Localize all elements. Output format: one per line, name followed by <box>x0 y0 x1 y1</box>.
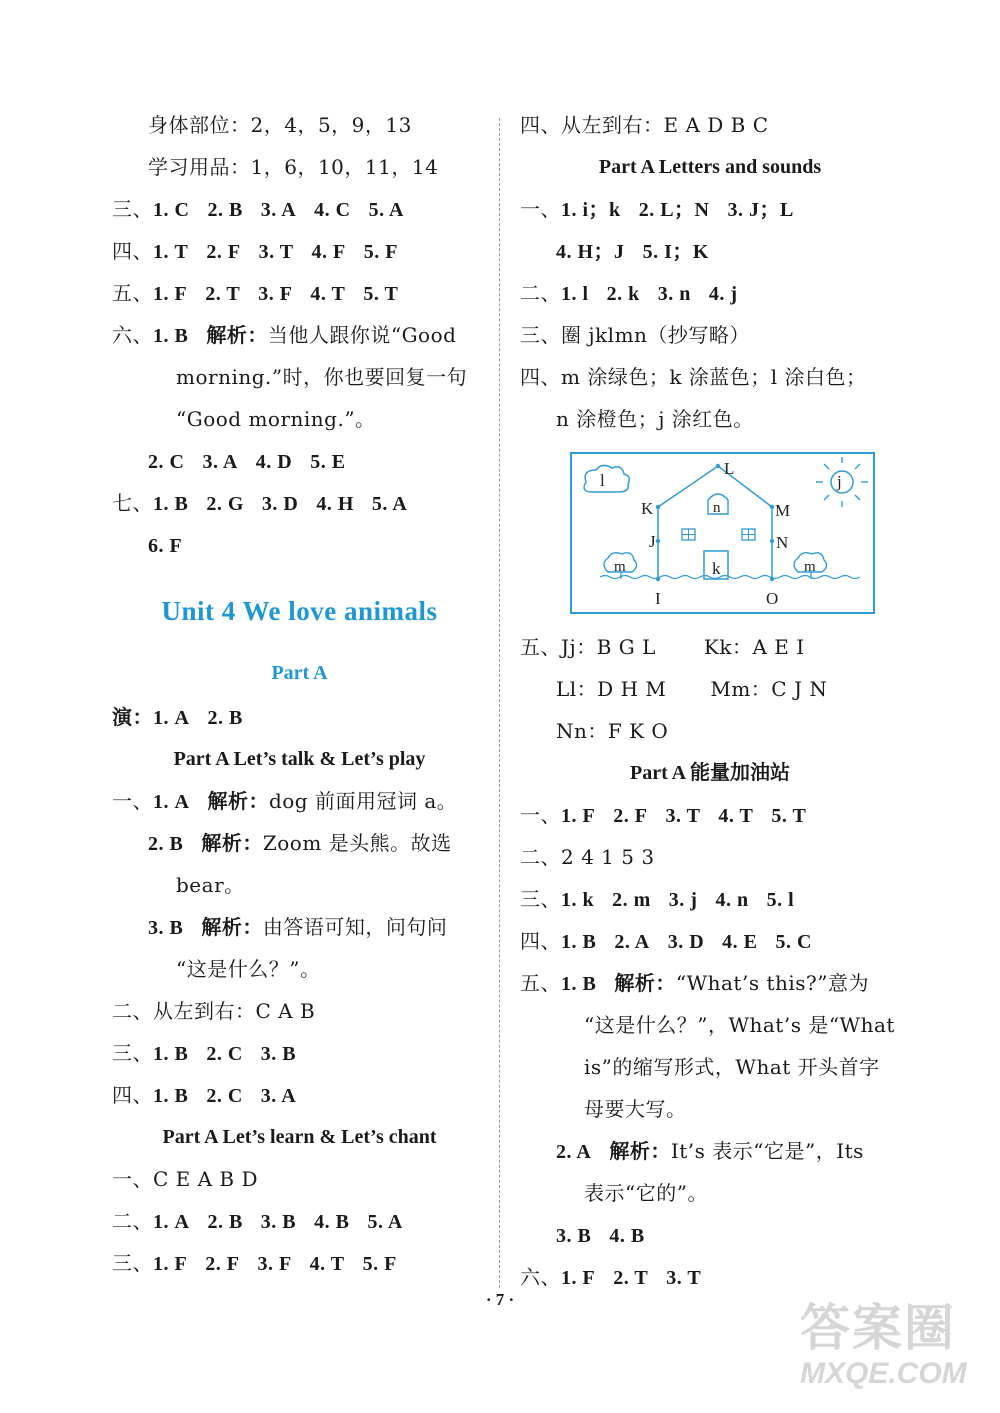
house-drawing <box>572 454 873 612</box>
answer-row-s4: 四、1. T 2. F 3. T 4. F 5. F <box>112 239 398 263</box>
right-eave-letter: M <box>775 501 791 520</box>
answer-line: 四、m 涂绿色；k 涂蓝色；l 涂白色； <box>520 365 867 389</box>
answer-row-t1q3: 3. B 解析：由答语可知，问句问 <box>148 915 448 939</box>
right-column <box>520 104 900 1298</box>
left-eave-letter: K <box>641 499 654 518</box>
answer-row-a5a: 五、Jj：B G L Kk：A E I <box>520 635 805 659</box>
answer-line: 一、C E A B D <box>112 1167 259 1191</box>
answer-row-s7: 七、1. B 2. G 3. D 4. H 5. A <box>112 491 408 515</box>
watermark-logo <box>800 1300 990 1410</box>
sun-letter: j <box>837 472 842 491</box>
answer-line: 二、从左到右：C A B <box>112 999 316 1023</box>
answer-line: 四、从左到右：E A D B C <box>520 113 769 137</box>
explanation-line: 母要大写。 <box>584 1097 687 1121</box>
right-bush-letter: m <box>804 559 816 575</box>
house-letters-figure <box>570 452 875 614</box>
answer-row-s5: 五、1. F 2. T 3. F 4. T 5. T <box>112 281 399 305</box>
left-wall-letter: J <box>649 532 656 551</box>
answer-row-t1q2: 2. B 解析：Zoom 是头熊。故选 <box>148 831 452 855</box>
answer-line: 身体部位：2，4，5，9，13 <box>148 113 412 137</box>
section-heading-energy: Part A 能量加油站 <box>630 762 790 784</box>
section-heading-learn: Part A Let’s learn & Let’s chant <box>162 1126 437 1148</box>
answer-row-s7b: 6. F <box>148 535 183 557</box>
explanation-line: “这是什么？”，What’s 是“What <box>584 1013 895 1037</box>
answer-row-a5b: Ll：D H M Mm：C J N <box>556 677 828 701</box>
explanation-line: is”的缩写形式，What 开头首字 <box>584 1055 880 1079</box>
section-heading-letters: Part A Letters and sounds <box>598 156 822 178</box>
answer-row-a1b: 4. H；J 5. I；K <box>556 241 709 263</box>
answer-line: 二、2 4 1 5 3 <box>520 845 655 869</box>
answer-row-a1: 一、1. i；k 2. L；N 3. J；L <box>520 197 794 221</box>
answer-row-b6: 六、1. F 2. T 3. T <box>520 1265 702 1289</box>
answer-row-b5q2: 2. A 解析：It’s 表示“它是”，Its <box>556 1139 864 1163</box>
column-divider <box>499 118 500 1288</box>
answer-row-b4: 四、1. B 2. A 3. D 4. E 5. C <box>520 929 812 953</box>
explanation-line: bear。 <box>176 873 245 897</box>
answer-row-yan: 演：1. A 2. B <box>112 707 243 729</box>
answer-row-u2: 二、1. A 2. B 3. B 4. B 5. A <box>112 1209 403 1233</box>
answer-line: Nn：F K O <box>556 719 669 743</box>
right-wall-letter: N <box>776 533 789 552</box>
answer-row-b5: 五、1. B 解析：“What’s this?”意为 <box>520 971 869 995</box>
explanation-line: morning.”时，你也要回复一句 <box>176 365 468 389</box>
answer-row-b1: 一、1. F 2. F 3. T 4. T 5. T <box>520 803 807 827</box>
answer-row-t1: 一、1. A 解析：dog 前面用冠词 a。 <box>112 789 458 813</box>
answer-row-b5q34: 3. B 4. B <box>556 1225 645 1247</box>
answer-row-b3: 三、1. k 2. m 3. j 4. n 5. l <box>520 887 795 911</box>
cloud-letter: l <box>600 471 605 490</box>
answer-row-a2: 二、1. l 2. k 3. n 4. j <box>520 281 738 305</box>
answer-line: 学习用品：1，6，10，11，14 <box>148 155 439 179</box>
door-letter: k <box>712 559 721 578</box>
watermark-bottom: MXQE.COM <box>800 1357 967 1390</box>
answer-row-u3: 三、1. F 2. F 3. F 4. T 5. F <box>112 1251 397 1275</box>
part-a-title: Part A <box>271 662 328 684</box>
left-column <box>112 104 487 1284</box>
answer-row-s3: 三、1. C 2. B 3. A 4. C 5. A <box>112 197 404 221</box>
answer-line: n 涂橙色；j 涂红色。 <box>556 407 754 431</box>
answer-row-s6b: 2. C 3. A 4. D 5. E <box>148 451 346 473</box>
answer-row-s6: 六、1. B 解析：当他人跟你说“Good <box>112 323 457 347</box>
answer-line: 三、圈 jklmn（抄写略） <box>520 323 750 347</box>
page-number: · 7 · <box>485 1290 515 1309</box>
explanation-line: 表示“它的”。 <box>584 1181 708 1205</box>
left-bush-letter: m <box>614 559 626 575</box>
roof-letter: L <box>724 459 735 478</box>
right-base-letter: O <box>766 589 779 608</box>
unit-title: Unit 4 We love animals <box>161 596 438 626</box>
explanation-line: “Good morning.”。 <box>176 407 376 431</box>
section-heading-talk: Part A Let’s talk & Let’s play <box>173 748 426 770</box>
window-letter: n <box>713 500 721 516</box>
answer-row-t3: 三、1. B 2. C 3. B <box>112 1041 297 1065</box>
explanation-line: “这是什么？”。 <box>176 957 321 981</box>
watermark-top: 答案圈 <box>800 1300 956 1356</box>
answer-row-t4: 四、1. B 2. C 3. A <box>112 1083 297 1107</box>
left-base-letter: I <box>655 589 661 608</box>
